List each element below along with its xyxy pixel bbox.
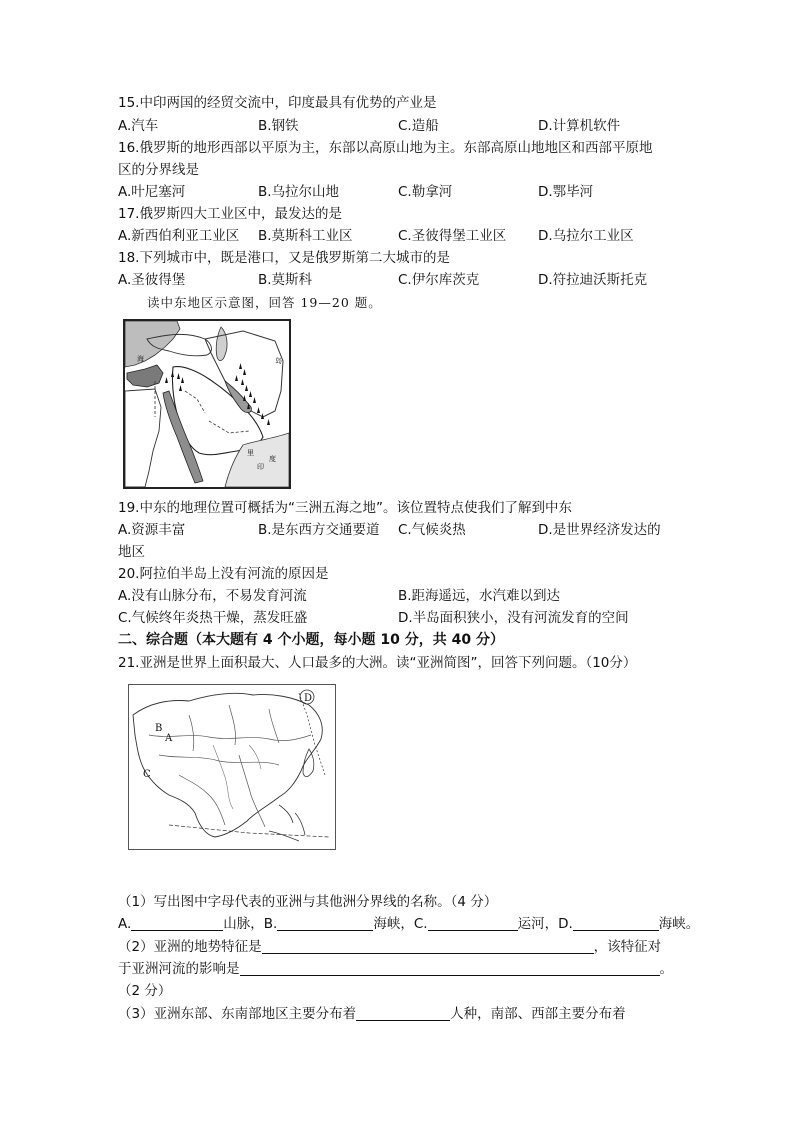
q21-sub3-line (118, 1004, 626, 1024)
map1-caption: 读中东地区示意图，回答 19—20 题。 (147, 295, 382, 310)
q21-sub2-line1 (118, 937, 661, 957)
q21-sub3-suffix: 人种，南部、西部主要分布着 (450, 1006, 626, 1022)
q18-options (118, 270, 678, 290)
q18-option-b[interactable]: B.莫斯科 (258, 272, 313, 288)
map1-label-li: 里 (247, 449, 254, 457)
q21-sub1-stem: （1）写出图中字母代表的亚洲与其他洲分界线的名称。（4 分） (118, 894, 498, 910)
q21-sub2-points: （2 分） (118, 983, 172, 999)
q21-sub1-a-suffix: 山脉，B. (223, 916, 278, 932)
q16-option-a[interactable]: A.叶尼塞河 (118, 184, 186, 200)
map1-label-dao: 岛 (275, 357, 282, 365)
q19-option-d[interactable]: D.是世界经济发达的 (538, 522, 661, 538)
q20-options-row1 (118, 586, 678, 606)
q17-stem: 17.俄罗斯四大工业区中，最发达的是 (118, 206, 342, 222)
q19-option-d-wrap: 地区 (118, 544, 145, 560)
asia-map-label-b: B (155, 723, 163, 734)
q18-option-c[interactable]: C.伊尔库茨克 (398, 272, 480, 288)
q21-sub2-prefix: （2）亚洲的地势特征是 (118, 939, 262, 955)
q15-option-c[interactable]: C.造船 (398, 118, 439, 134)
section2-heading: 二、综合题（本大题有 4 个小题，每小题 10 分，共 40 分） (118, 632, 504, 648)
q21-sub1-answers (118, 914, 699, 934)
q16-stem-line1: 16.俄罗斯的地形西部以平原为主，东部以高原山地为主。东部高原山地地区和西部平原地 (118, 140, 653, 156)
q17-option-b[interactable]: B.莫斯科工业区 (258, 228, 353, 244)
q21-answer-a-field[interactable] (131, 915, 223, 931)
q16-options (118, 182, 678, 202)
q21-answer-c-field[interactable] (428, 915, 518, 931)
q15-stem: 15.中印两国的经贸交流中，印度最具有优势的产业是 (118, 95, 437, 111)
q19-option-a[interactable]: A.资源丰富 (118, 522, 186, 538)
q17-option-d[interactable]: D.乌拉尔工业区 (538, 228, 634, 244)
q20-options-row2 (118, 608, 678, 628)
q15-option-d[interactable]: D.计算机软件 (538, 118, 621, 134)
map1-label-hai: 海 (137, 355, 144, 363)
map1-label-yin: 印 (257, 463, 264, 471)
q21-sub1-a-prefix: A. (118, 916, 132, 932)
q20-option-a[interactable]: A.没有山脉分布，不易发育河流 (118, 588, 307, 604)
q19-options (118, 520, 678, 540)
q17-option-a[interactable]: A.新西伯利亚工业区 (118, 228, 240, 244)
q20-option-b[interactable]: B.距海遥远，水汽难以到达 (398, 588, 561, 604)
q18-option-a[interactable]: A.圣彼得堡 (118, 272, 186, 288)
q21-sub2-end: 。 (659, 961, 673, 977)
q20-option-d[interactable]: D.半岛面积狭小，没有河流发育的空间 (398, 610, 629, 626)
q16-option-b[interactable]: B.乌拉尔山地 (258, 184, 340, 200)
q19-option-c[interactable]: C.气候炎热 (398, 522, 466, 538)
q21-sub2-mid: ，该特征对 (593, 939, 662, 955)
q16-option-d[interactable]: D.鄂毕河 (538, 184, 594, 200)
q15-option-b[interactable]: B.钢铁 (258, 118, 299, 134)
q17-options (118, 226, 678, 246)
q21-sub1-b-suffix: 海峡，C. (373, 916, 428, 932)
q19-option-b[interactable]: B.是东西方交通要道 (258, 522, 380, 538)
q16-stem-line2: 区的分界线是 (118, 162, 199, 178)
q21-sub1-c-suffix: 运河，D. (517, 916, 573, 932)
asia-map-label-a: A (165, 733, 173, 744)
q18-option-d[interactable]: D.符拉迪沃斯托克 (538, 272, 648, 288)
q20-stem: 20.阿拉伯半岛上没有河流的原因是 (118, 566, 329, 582)
q21-sub1-d-suffix: 海峡。 (658, 916, 700, 932)
q20-option-c[interactable]: C.气候终年炎热干燥，蒸发旺盛 (118, 610, 308, 626)
asia-map (128, 684, 336, 850)
q21-answer-terrain-field[interactable] (262, 938, 594, 954)
q15-options (118, 116, 678, 136)
asia-map-label-d: D (304, 693, 313, 704)
q21-answer-river-field[interactable] (240, 960, 660, 976)
asia-map-label-c: C (143, 769, 151, 780)
middle-east-map-drawing (125, 321, 289, 487)
q21-sub2-line2 (118, 959, 673, 979)
q21-answer-race-field[interactable] (356, 1005, 450, 1021)
asia-map-drawing (129, 685, 335, 849)
q21-sub3-prefix: （3）亚洲东部、东南部地区主要分布着 (118, 1006, 357, 1022)
q19-stem: 19.中东的地理位置可概括为“三洲五海之地”。该位置特点使我们了解到中东 (118, 500, 572, 516)
middle-east-map (123, 319, 291, 489)
q15-option-a[interactable]: A.汽车 (118, 118, 159, 134)
q21-answer-d-field[interactable] (573, 915, 659, 931)
q17-option-c[interactable]: C.圣彼得堡工业区 (398, 228, 507, 244)
q18-stem: 18.下列城市中，既是港口，又是俄罗斯第二大城市的是 (118, 250, 450, 266)
q21-answer-b-field[interactable] (277, 915, 373, 931)
q16-option-c[interactable]: C.勒拿河 (398, 184, 453, 200)
map1-label-du: 度 (269, 455, 276, 463)
q21-stem: 21.亚洲是世界上面积最大、人口最多的大洲。读“亚洲简图”，回答下列问题。（10分） (118, 655, 637, 671)
q21-sub2-line2-text: 于亚洲河流的影响是 (118, 961, 240, 977)
